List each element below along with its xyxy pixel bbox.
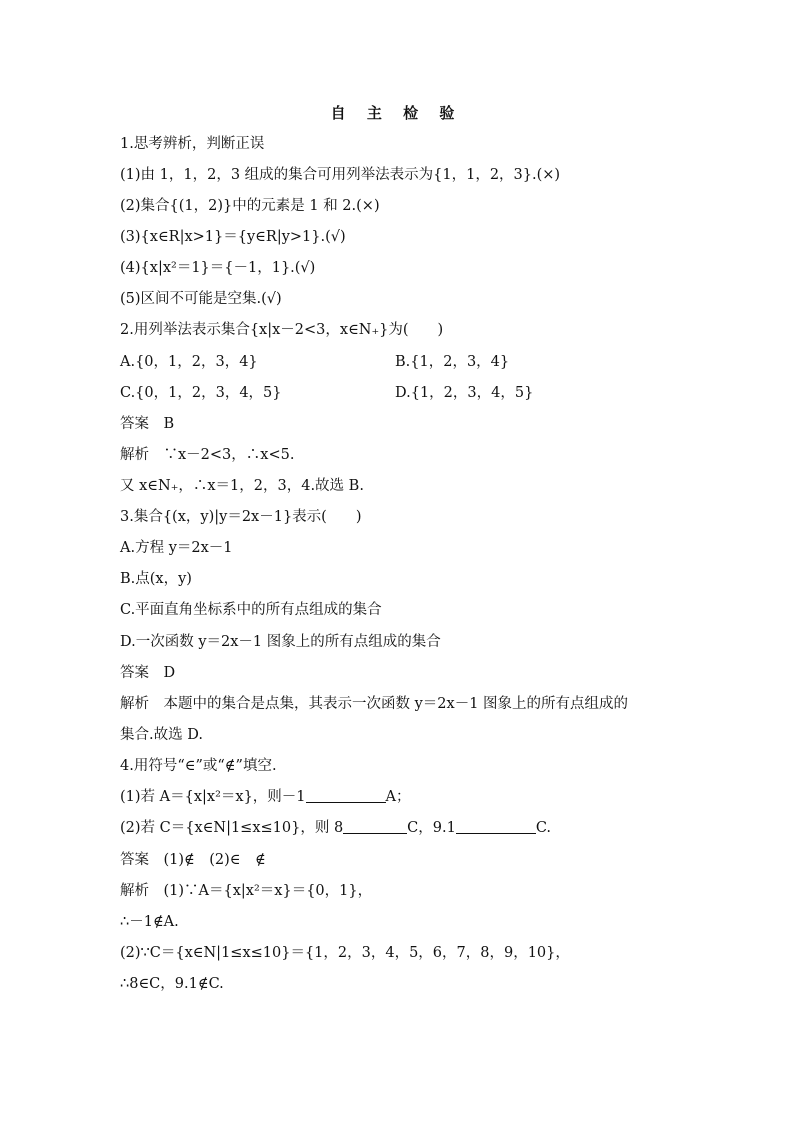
question-2-option-c: C.{0，1，2，3，4，5} <box>120 385 282 401</box>
question-4-analysis-line-1: 解析 (1)∵A＝{x|x²＝x}＝{0，1}， <box>120 883 373 899</box>
question-4-part-2-suffix: C. <box>535 820 552 836</box>
question-4-part-2-mid: C，9.1 <box>407 820 456 836</box>
question-4-stem: 4.用符号“∈”或“∉”填空. <box>120 758 277 774</box>
question-3-stem: 3.集合{(x，y)|y＝2x－1}表示( ) <box>120 509 362 525</box>
question-4-part-2-text: (2)若 C＝{x∈N|1≤x≤10}，则 8 <box>120 820 344 836</box>
question-1-item-2: (2)集合{(1，2)}中的元素是 1 和 2.(×) <box>120 198 380 214</box>
question-1-item-5: (5)区间不可能是空集.(√) <box>120 291 282 307</box>
question-2-analysis-line-1: 解析 ∵x－2<3，∴x<5. <box>120 447 295 463</box>
question-3-analysis-line-1: 解析 本题中的集合是点集，其表示一次函数 y＝2x－1 图象上的所有点组成的 <box>120 696 629 712</box>
question-3-answer: 答案 D <box>120 665 176 681</box>
question-4-analysis-line-2: ∴－1∉A. <box>120 914 179 930</box>
question-1-item-3: (3){x∈R|x>1}＝{y∈R|y>1}.(√) <box>120 229 346 245</box>
answer-blank <box>456 819 536 834</box>
question-1-item-1: (1)由 1，1，2，3 组成的集合可用列举法表示为{1，1，2，3}.(×) <box>120 167 561 183</box>
question-2-analysis-line-2: 又 x∈N₊，∴x＝1，2，3，4.故选 B. <box>120 478 364 494</box>
answer-blank <box>306 788 386 803</box>
answer-blank <box>343 819 407 834</box>
question-3-option-b: B.点(x，y) <box>120 571 192 587</box>
question-4-analysis-line-4: ∴8∈C，9.1∉C. <box>120 976 224 992</box>
question-4-part-1 <box>120 787 411 807</box>
question-4-part-2 <box>120 818 551 838</box>
page-title: 自 主 检 验 <box>330 104 463 122</box>
question-3-option-d: D.一次函数 y＝2x－1 图象上的所有点组成的集合 <box>120 634 441 650</box>
question-2-option-b: B.{1，2，3，4} <box>395 354 510 370</box>
question-4-answer: 答案 (1)∉ (2)∈ ∉ <box>120 852 266 868</box>
question-2-option-d: D.{1，2，3，4，5} <box>395 385 534 401</box>
question-4-analysis-line-3: (2)∵C＝{x∈N|1≤x≤10}＝{1，2，3，4，5，6，7，8，9，10}， <box>120 945 570 961</box>
question-4-part-1-text: (1)若 A＝{x|x²＝x}，则－1 <box>120 789 306 805</box>
question-2-answer: 答案 B <box>120 416 175 432</box>
question-2-stem: 2.用列举法表示集合{x|x－2<3，x∈N₊}为( ) <box>120 322 444 338</box>
question-4-part-1-suffix: A； <box>385 789 411 805</box>
question-3-option-a: A.方程 y＝2x－1 <box>120 540 233 556</box>
question-3-analysis-line-2: 集合.故选 D. <box>120 727 203 743</box>
question-2-option-a: A.{0，1，2，3，4} <box>120 354 258 370</box>
question-1-item-4: (4){x|x²＝1}＝{－1，1}.(√) <box>120 260 316 276</box>
question-1-stem: 1.思考辨析，判断正误 <box>120 136 265 152</box>
question-3-option-c: C.平面直角坐标系中的所有点组成的集合 <box>120 602 382 618</box>
